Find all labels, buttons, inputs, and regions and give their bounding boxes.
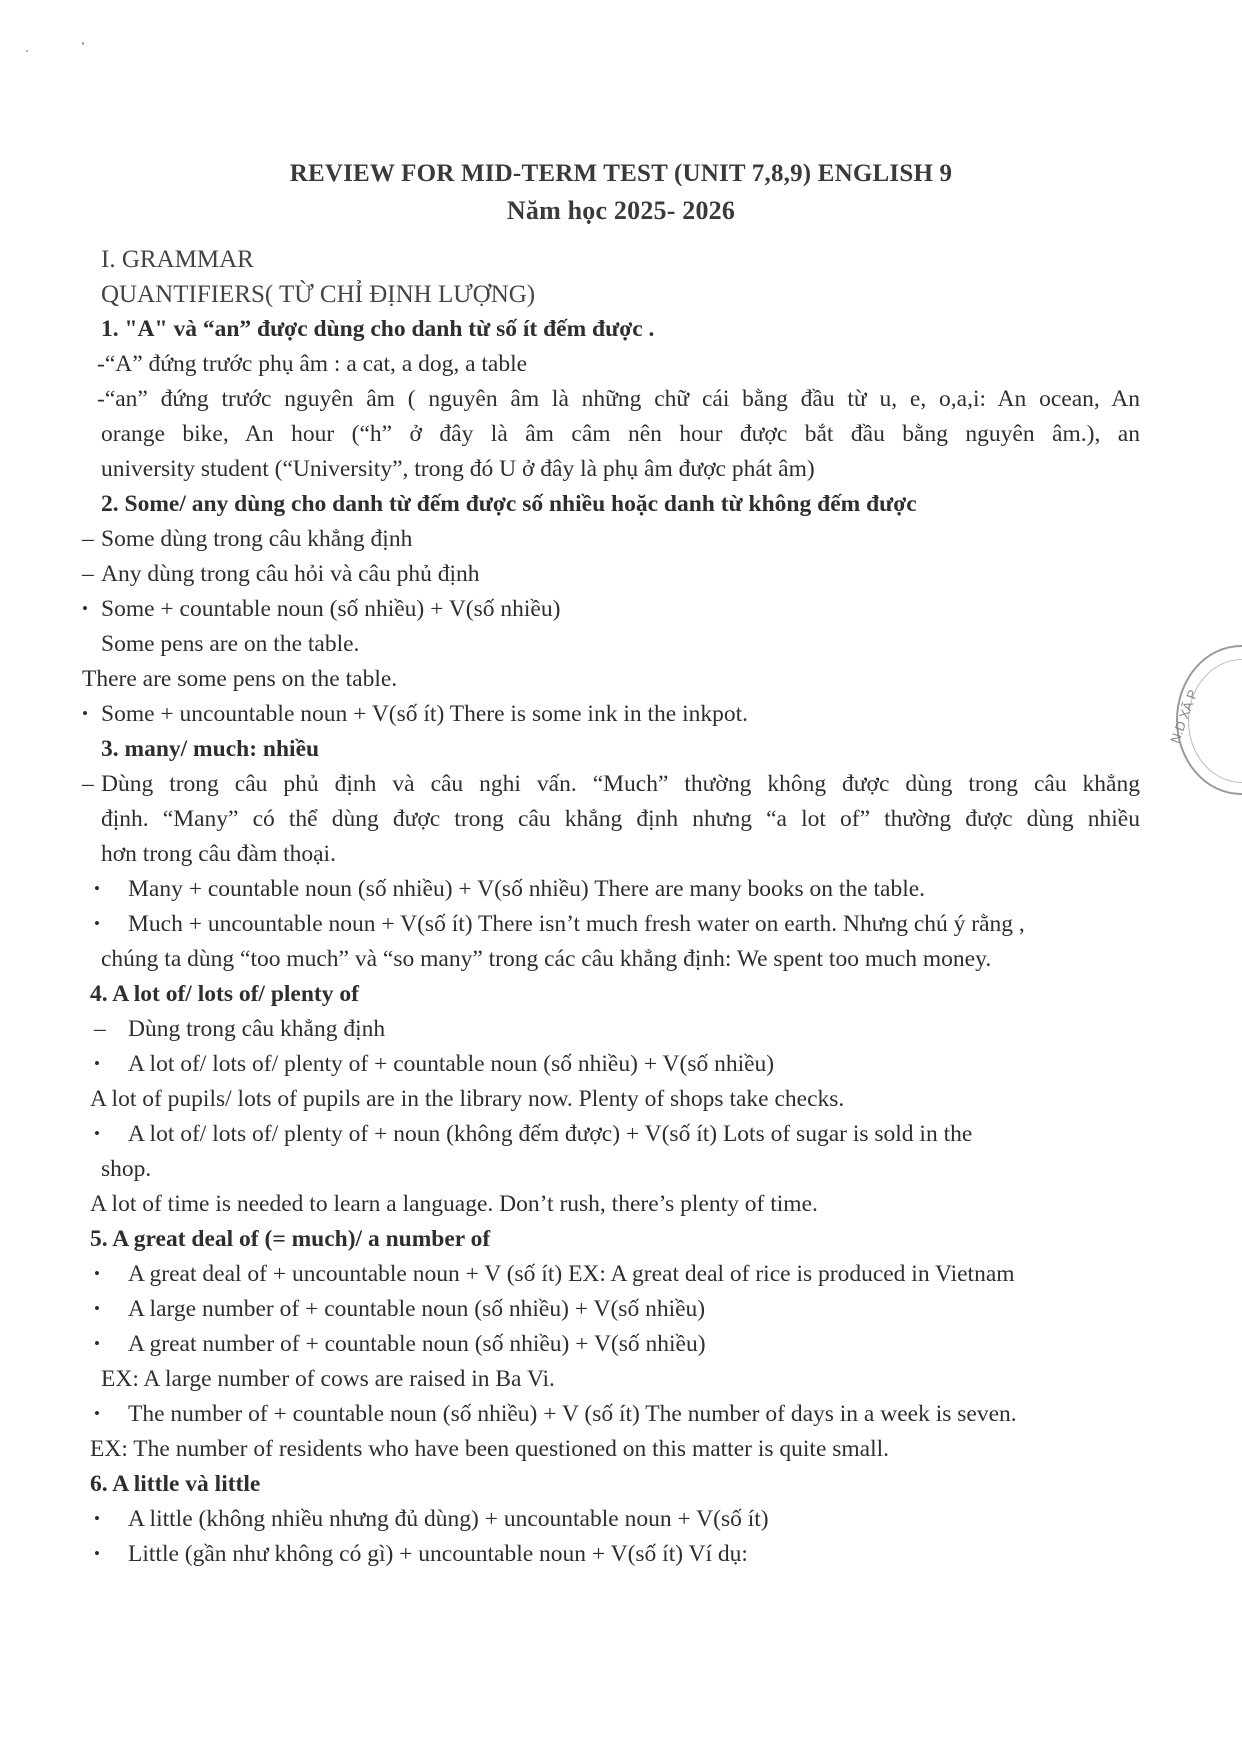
text-line: A lot of time is needed to learn a language. Don’t rush, there’s plenty of time. — [90, 1191, 818, 1217]
bullet-marker: • — [94, 1404, 100, 1423]
text-line: -“an” đứng trước nguyên âm ( nguyên âm là những chữ cái bằng đầu từ u, e, o,a,i: An ocean, An — [97, 386, 1140, 412]
text-line: hơn trong câu đàm thoại. — [101, 841, 336, 867]
bullet-marker: • — [94, 879, 100, 898]
dash-marker: – — [82, 526, 94, 552]
text-line: Some dùng trong câu khẳng định — [101, 526, 413, 552]
subheading-great-deal: 5. A great deal of (= much)/ a number of — [90, 1226, 491, 1252]
text-line: A lot of pupils/ lots of pupils are in the library now. Plenty of shops take checks. — [90, 1086, 845, 1112]
text-line: There are some pens on the table. — [82, 666, 398, 692]
text-line: A little (không nhiều nhưng đủ dùng) + uncountable noun + V(số ít) — [128, 1506, 769, 1532]
text-line: EX: The number of residents who have been questioned on this matter is quite small. — [90, 1436, 890, 1462]
text-line: EX: A large number of cows are raised in Ba Vi. — [101, 1366, 555, 1392]
bullet-marker: • — [94, 1509, 100, 1528]
subheading-some-any: 2. Some/ any dùng cho danh từ đếm được số nhiều hoặc danh từ không đếm được — [101, 491, 917, 517]
bullet-marker: • — [94, 1264, 100, 1283]
stamp-text: N.D XÃ P — [1167, 687, 1201, 746]
bullet-marker: • — [94, 1544, 100, 1563]
text-line: orange bike, An hour (“h” ở đây là âm câm nên hour được bắt đầu bằng nguyên âm.), an — [101, 421, 1140, 447]
document-title: REVIEW FOR MID-TERM TEST (UNIT 7,8,9) ENGLISH 9 — [289, 160, 953, 187]
text-line: Any dùng trong câu hỏi và câu phủ định — [101, 561, 480, 587]
text-line: định. “Many” có thể dùng được trong câu khẳng định nhưng “a lot of” thường được dùng nhiều — [101, 806, 1140, 832]
subheading-a-little: 6. A little và little — [90, 1471, 261, 1497]
text-line: Some + countable noun (số nhiều) + V(số nhiều) — [101, 596, 561, 622]
text-line: Dùng trong câu phủ định và câu nghi vấn. “Much” thường không được dùng trong câu khẳng — [101, 771, 1140, 797]
bullet-marker: • — [94, 1334, 100, 1353]
text-line: A lot of/ lots of/ plenty of + noun (không đếm được) + V(số ít) Lots of sugar is sold in the — [128, 1121, 973, 1147]
official-stamp — [1167, 645, 1242, 795]
text-line: -“A” đứng trước phụ âm : a cat, a dog, a table — [97, 351, 528, 377]
text-line: university student (“University”, trong đó U ở đây là phụ âm được phát âm) — [101, 456, 815, 482]
text-line: Little (gần như không có gì) + uncountable noun + V(số ít) Ví dụ: — [128, 1541, 748, 1567]
topic-heading: QUANTIFIERS( TỪ CHỈ ĐỊNH LƯỢNG) — [101, 281, 536, 308]
text-line: A great deal of + uncountable noun + V (số ít) EX: A great deal of rice is produced in Vietnam — [128, 1261, 1015, 1287]
subheading-a-lot-of: 4. A lot of/ lots of/ plenty of — [90, 981, 359, 1007]
scan-speck — [82, 42, 84, 45]
bullet-marker: • — [82, 599, 88, 618]
stamp-inner-ring — [1188, 659, 1242, 783]
text-line: Some + uncountable noun + V(số ít) There is some ink in the inkpot. — [101, 701, 749, 727]
text-line: A lot of/ lots of/ plenty of + countable noun (số nhiều) + V(số nhiều) — [128, 1051, 775, 1077]
text-line: A large number of + countable noun (số nhiều) + V(số nhiều) — [128, 1296, 706, 1322]
text-line: A great number of + countable noun (số nhiều) + V(số nhiều) — [128, 1331, 706, 1357]
dash-marker: – — [94, 1016, 106, 1042]
text-line: Many + countable noun (số nhiều) + V(số nhiều) There are many books on the table. — [128, 876, 926, 902]
subheading-a-an: 1. "A" và “an” được dùng cho danh từ số ít đếm được . — [101, 316, 655, 342]
text-line: Much + uncountable noun + V(số ít) There isn’t much fresh water on earth. Nhưng chú ý rằng , — [128, 911, 1025, 937]
bullet-marker: • — [94, 1054, 100, 1073]
bullet-marker: • — [94, 914, 100, 933]
dash-marker: – — [82, 561, 94, 587]
text-line: shop. — [101, 1156, 152, 1182]
bullet-marker: • — [94, 1124, 100, 1143]
text-line: The number of + countable noun (số nhiều) + V (số ít) The number of days in a week is seven. — [128, 1401, 1017, 1427]
bullet-marker: • — [94, 1299, 100, 1318]
document-subtitle: Năm học 2025- 2026 — [506, 196, 736, 225]
subheading-many-much: 3. many/ much: nhiều — [101, 736, 320, 762]
scan-speck — [26, 50, 28, 52]
text-line: Some pens are on the table. — [101, 631, 360, 657]
text-line: Dùng trong câu khẳng định — [128, 1016, 386, 1042]
section-heading: I. GRAMMAR — [101, 246, 254, 273]
bullet-marker: • — [82, 704, 88, 723]
dash-marker: – — [82, 771, 94, 797]
text-line: chúng ta dùng “too much” và “so many” trong các câu khẳng định: We spent too much money. — [101, 946, 992, 972]
